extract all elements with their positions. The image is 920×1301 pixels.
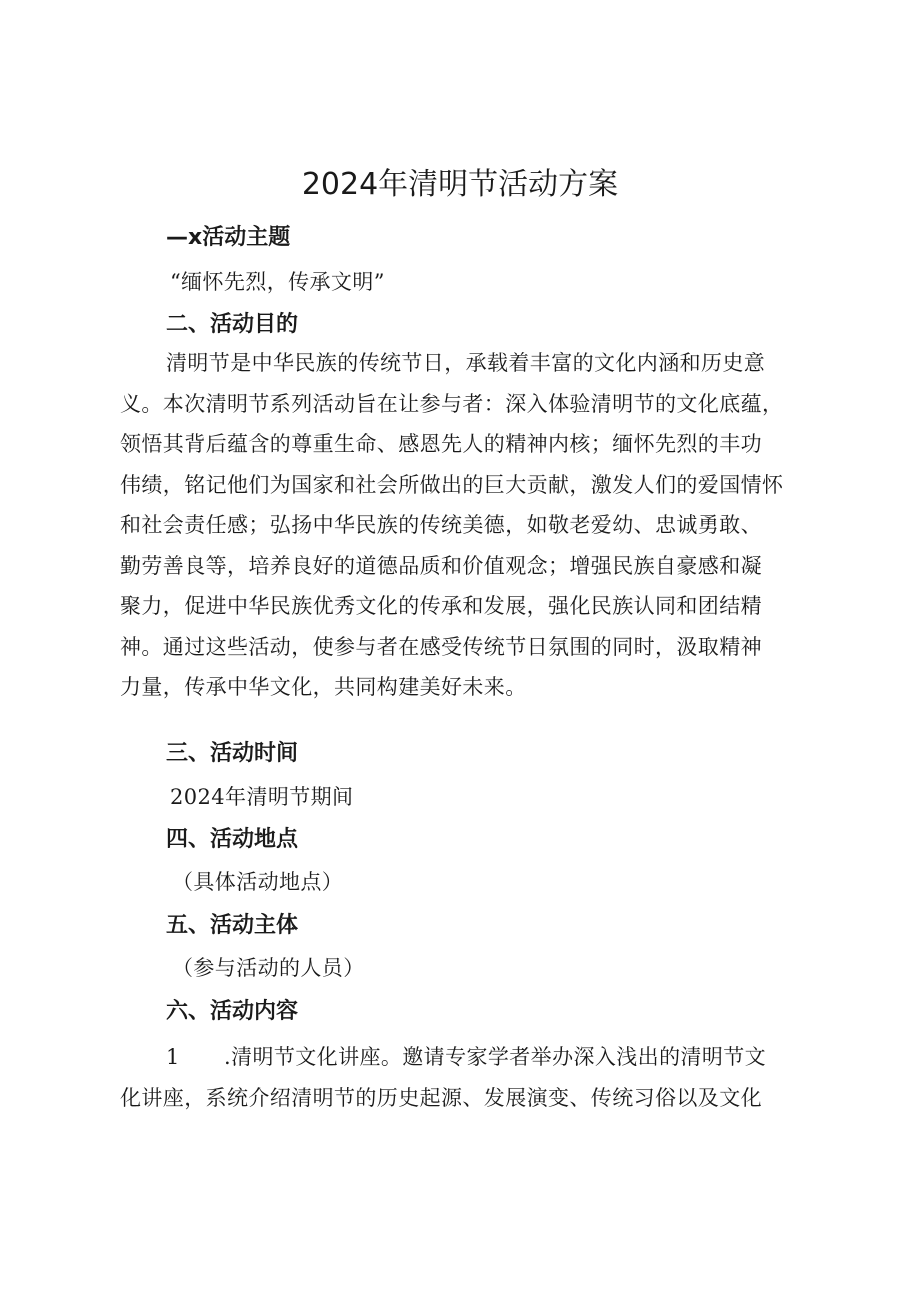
paragraph-line: 化讲座，系统介绍清明节的历史起源、发展演变、传统习俗以及文化 [120,1085,762,1110]
page-title: 2024年清明节活动方案 [301,167,619,202]
section-heading-time: 三、活动时间 [166,741,299,766]
paragraph-line: 和社会责任感；弘扬中华民族的传统美德，如敬老爱幼、忠诚勇敢、 [120,513,762,537]
paragraph-line: 伟绩，铭记他们为国家和社会所做出的巨大贡献，激发人们的爱国情怀 [120,472,784,497]
time-text: 2024年清明节期间 [170,785,354,809]
content-paragraph [120,1037,810,1118]
paragraph-line: 神。通过这些活动，使参与者在感受传统节日氛围的同时，汲取精神 [120,634,762,659]
paragraph-line: 义。本次清明节系列活动旨在让参与者：深入体验清明节的文化底蕴， [120,391,784,416]
participants-text: （参与活动的人员） [172,956,365,980]
section-heading-participants: 五、活动主体 [166,913,299,938]
location-text: （具体活动地点） [172,870,344,894]
paragraph-line: 勤劳善良等，培养良好的道德品质和价值观念；增强民族自豪感和凝 [120,553,762,578]
list-item-text: .清明节文化讲座。邀请专家学者举办深入浅出的清明节文 [224,1045,767,1069]
section-heading-location: 四、活动地点 [166,827,299,852]
theme-text: “缅怀先烈，传承文明” [170,270,385,294]
paragraph-line: 领悟其背后蕴含的尊重生命、感恩先人的精神内核；缅怀先烈的丰功 [120,432,762,456]
section-heading-purpose: 二、活动目的 [166,312,299,337]
paragraph-line [120,1037,810,1078]
paragraph-line: 聚力，促进中华民族优秀文化的传承和发展，强化民族认同和团结精 [120,594,762,618]
purpose-paragraph [120,343,810,708]
paragraph-line: 力量，传承中华文化，共同构建美好未来。 [120,675,527,699]
paragraph-line: 清明节是中华民族的传统节日，承载着丰富的文化内涵和历史意 [166,351,766,375]
section-heading-content: 六、活动内容 [166,999,299,1024]
list-item-number: 1 [166,1045,180,1069]
section-heading-theme: —x活动主题 [166,225,291,250]
